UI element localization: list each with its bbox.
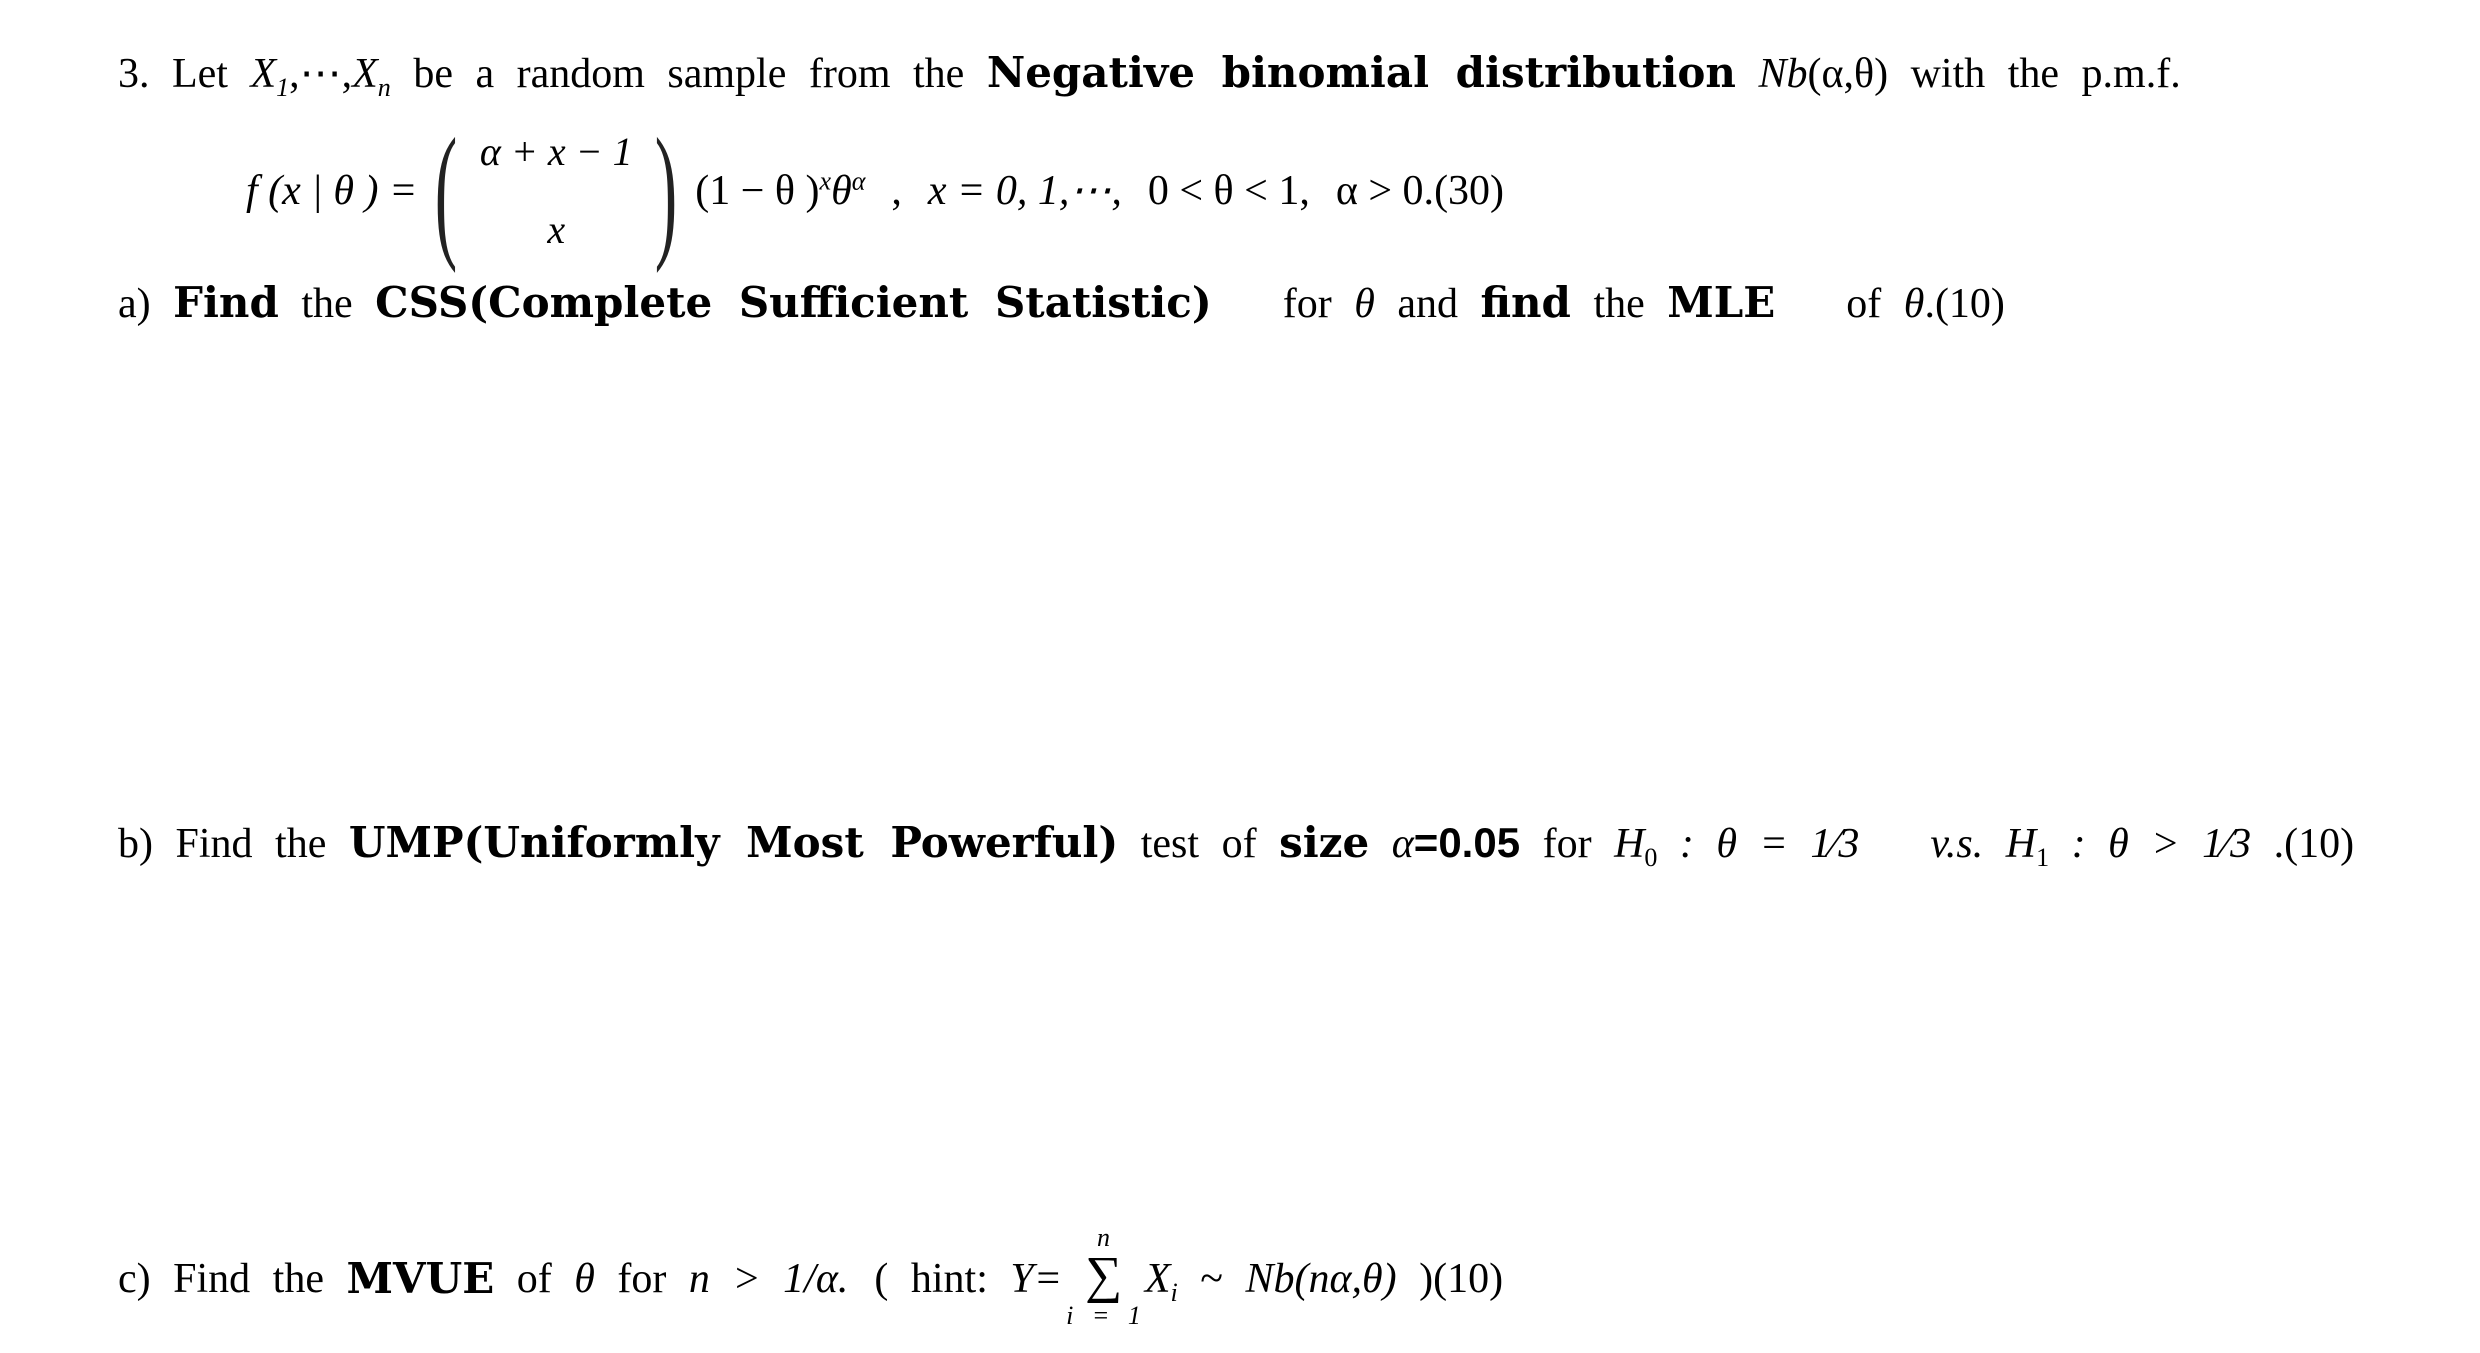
hint-nb: Nb(nα,θ) <box>1245 1256 1397 1302</box>
binomial-coefficient <box>421 108 691 274</box>
formula-comma: , <box>891 168 902 214</box>
part-a <box>118 278 2005 327</box>
text-for: for <box>617 1256 667 1302</box>
binom-bottom: x <box>547 207 566 252</box>
dots: ,⋯, <box>289 51 353 97</box>
question-number: 3. <box>118 51 150 97</box>
h0-label: $H_0$ <box>1614 821 1658 873</box>
part-c-points: )(10) <box>1419 1256 1504 1302</box>
summation <box>1066 1222 1141 1331</box>
text-find: Find <box>173 278 279 327</box>
text-of: of <box>1846 281 1882 327</box>
h1-expression: : θ > 1⁄3 <box>2071 821 2252 867</box>
text-mvue: MVUE <box>346 1254 495 1303</box>
formula-support: x = 0, 1,⋯, <box>927 168 1122 214</box>
text-find: Find <box>173 1256 251 1302</box>
var-x1: $X_1$ <box>250 51 290 103</box>
text-the: the <box>272 1256 324 1302</box>
h1-label: $H_1$ <box>2005 821 2050 873</box>
text-for: for <box>1282 281 1332 327</box>
tilde: ~ <box>1200 1256 1223 1302</box>
distribution-symbol: Nb(α,θ) <box>1758 51 1889 97</box>
sum-upper: n <box>1096 1222 1110 1252</box>
binom-top: α + x − 1 <box>479 129 633 174</box>
formula-points: (30) <box>1434 168 1505 214</box>
condition-n: n > 1/α. <box>688 1256 849 1302</box>
left-paren: ( <box>435 108 458 274</box>
symbol-alpha: α <box>1391 821 1414 867</box>
hint-open: ( hint: <box>874 1256 988 1302</box>
text-css: CSS(Complete Sufficient Statistic) <box>375 278 1212 327</box>
text-test-of: test of <box>1140 821 1257 867</box>
text-sample: be a random sample from the <box>413 51 965 97</box>
text-of: of <box>516 1256 552 1302</box>
text-size: size <box>1279 818 1370 867</box>
symbol-theta: θ <box>1354 281 1375 327</box>
sum-sigma: ∑ <box>1084 1246 1123 1304</box>
part-c <box>118 1224 1503 1334</box>
text-vs: v.s. <box>1930 821 1984 867</box>
text-and: and <box>1397 281 1458 327</box>
part-b <box>118 818 2355 873</box>
text-the-2: the <box>1593 281 1645 327</box>
var-xn: $X_n$ <box>352 51 391 103</box>
formula-factor: (1 − θ )$^x\theta^\alpha$ <box>695 166 866 214</box>
text-find: Find <box>175 821 253 867</box>
text-find-2: find <box>1480 278 1571 327</box>
text-the: the <box>275 821 327 867</box>
right-paren: ) <box>655 108 678 274</box>
distribution-name: Negative binomial distribution <box>986 48 1736 97</box>
text-the: the <box>301 281 353 327</box>
part-a-label: a) <box>118 281 151 327</box>
text-mle: MLE <box>1667 278 1776 327</box>
formula-lhs: f (x | θ ) = <box>246 168 418 214</box>
pmf-formula <box>246 108 1505 274</box>
hint-y: Y= <box>1010 1256 1063 1302</box>
formula-range: 0 < θ < 1, <box>1147 168 1310 214</box>
question-statement <box>118 48 2181 103</box>
part-c-label: c) <box>118 1256 151 1302</box>
symbol-theta-2: θ <box>1903 281 1925 327</box>
alpha-value: =0.05 <box>1413 819 1521 866</box>
sum-lower: i = 1 <box>1066 1301 1141 1331</box>
part-a-points: .(10) <box>1924 281 2005 327</box>
formula-alpha-condition: α > 0. <box>1335 168 1435 214</box>
text-ump: UMP(Uniformly Most Powerful) <box>348 818 1119 867</box>
part-b-points: .(10) <box>2273 821 2355 867</box>
text-let: Let <box>172 51 228 97</box>
h0-expression: : θ = 1⁄3 <box>1679 821 1860 867</box>
symbol-theta: θ <box>574 1256 595 1302</box>
text-for: for <box>1542 821 1592 867</box>
hint-xi: $X_i$ <box>1144 1256 1178 1308</box>
text-pmf: with the p.m.f. <box>1910 51 2181 97</box>
part-b-label: b) <box>118 821 153 867</box>
